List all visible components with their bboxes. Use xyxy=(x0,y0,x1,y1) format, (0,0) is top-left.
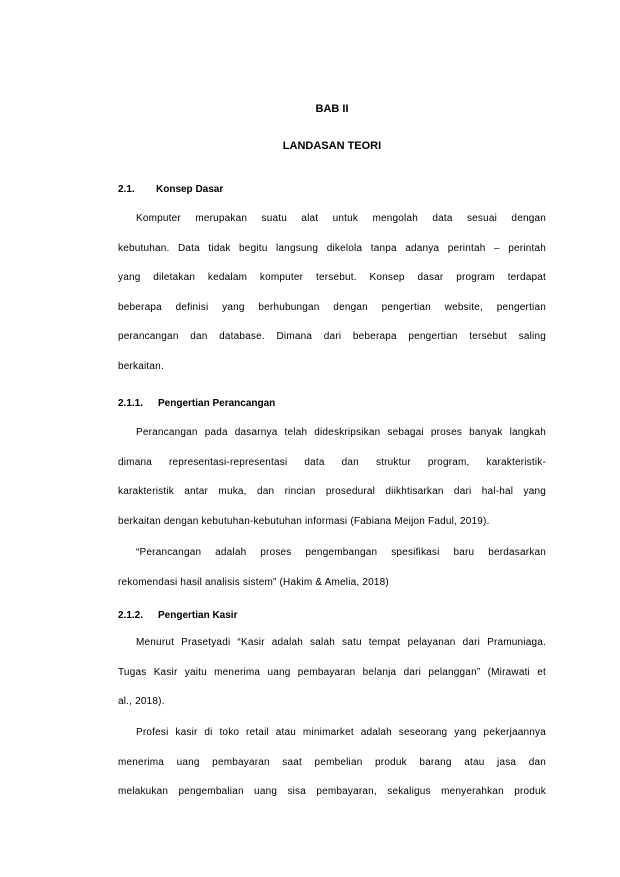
paragraph-line: al., 2018). xyxy=(118,696,165,708)
paragraph-kasir xyxy=(118,628,546,717)
paragraph-line: yang diletakan kedalam komputer tersebut. Konsep dasar program terdapat xyxy=(118,272,546,284)
paragraph-line: berkaitan. xyxy=(118,360,164,372)
heading-number: 2.1.2. xyxy=(118,610,144,621)
paragraph-quote-perancangan xyxy=(118,538,546,597)
paragraph-konsep-dasar xyxy=(118,204,546,382)
paragraph-line: rekomendasi hasil analisis sistem” (Hakim & Amelia, 2018) xyxy=(118,576,389,588)
paragraph-line: “Perancangan adalah proses pengembangan spesifikasi baru berdasarkan xyxy=(136,547,546,558)
paragraph-line: Tugas Kasir yaitu menerima uang pembayaran belanja dari pelanggan” (Mirawati et xyxy=(118,666,546,678)
heading-number: 2.1.1. xyxy=(118,398,144,409)
chapter-title: BAB II xyxy=(315,103,349,115)
paragraph-profesi-kasir xyxy=(118,718,546,807)
paragraph-line: karakteristik antar muka, dan rincian prosedural diikhtisarkan dari hal-hal yang xyxy=(118,486,546,498)
paragraph-line: beberapa definisi yang berhubungan dengan pengertian website, pengertian xyxy=(118,301,546,313)
heading-text: Pengertian Kasir xyxy=(158,610,238,621)
heading-pengertian-perancangan xyxy=(118,398,275,409)
paragraph-line: dimana representasi-representasi data dan struktur program, karakteristik- xyxy=(118,456,546,468)
paragraph-line: Menurut Prasetyadi “Kasir adalah salah satu tempat pelayanan dari Pramuniaga. xyxy=(136,637,546,648)
paragraph-line: Komputer merupakan suatu alat untuk mengolah data sesuai dengan xyxy=(136,213,546,224)
heading-konsep-dasar xyxy=(118,184,223,195)
paragraph-line: berkaitan dengan kebutuhan-kebutuhan informasi (Fabiana Meijon Fadul, 2019). xyxy=(118,515,490,527)
paragraph-line: menerima uang pembayaran saat pembelian produk barang atau jasa dan xyxy=(118,756,546,768)
paragraph-line: kebutuhan. Data tidak begitu langsung dikelola tanpa adanya perintah – perintah xyxy=(118,242,546,254)
heading-text: Konsep Dasar xyxy=(156,184,224,195)
paragraph-line: perancangan dan database. Dimana dari beberapa pengertian tersebut saling xyxy=(118,331,546,343)
heading-number: 2.1. xyxy=(118,184,135,195)
paragraph-line: melakukan pengembalian uang sisa pembayaran, sekaligus menyerahkan produk xyxy=(118,786,546,798)
heading-pengertian-kasir xyxy=(118,610,237,621)
chapter-subtitle: LANDASAN TEORI xyxy=(282,140,382,152)
paragraph-perancangan xyxy=(118,418,546,536)
paragraph-line: Profesi kasir di toko retail atau minimarket adalah seseorang yang pekerjaannya xyxy=(136,727,546,738)
heading-text: Pengertian Perancangan xyxy=(158,398,276,409)
paragraph-line: Perancangan pada dasarnya telah dideskripsikan sebagai proses banyak langkah xyxy=(136,427,546,438)
